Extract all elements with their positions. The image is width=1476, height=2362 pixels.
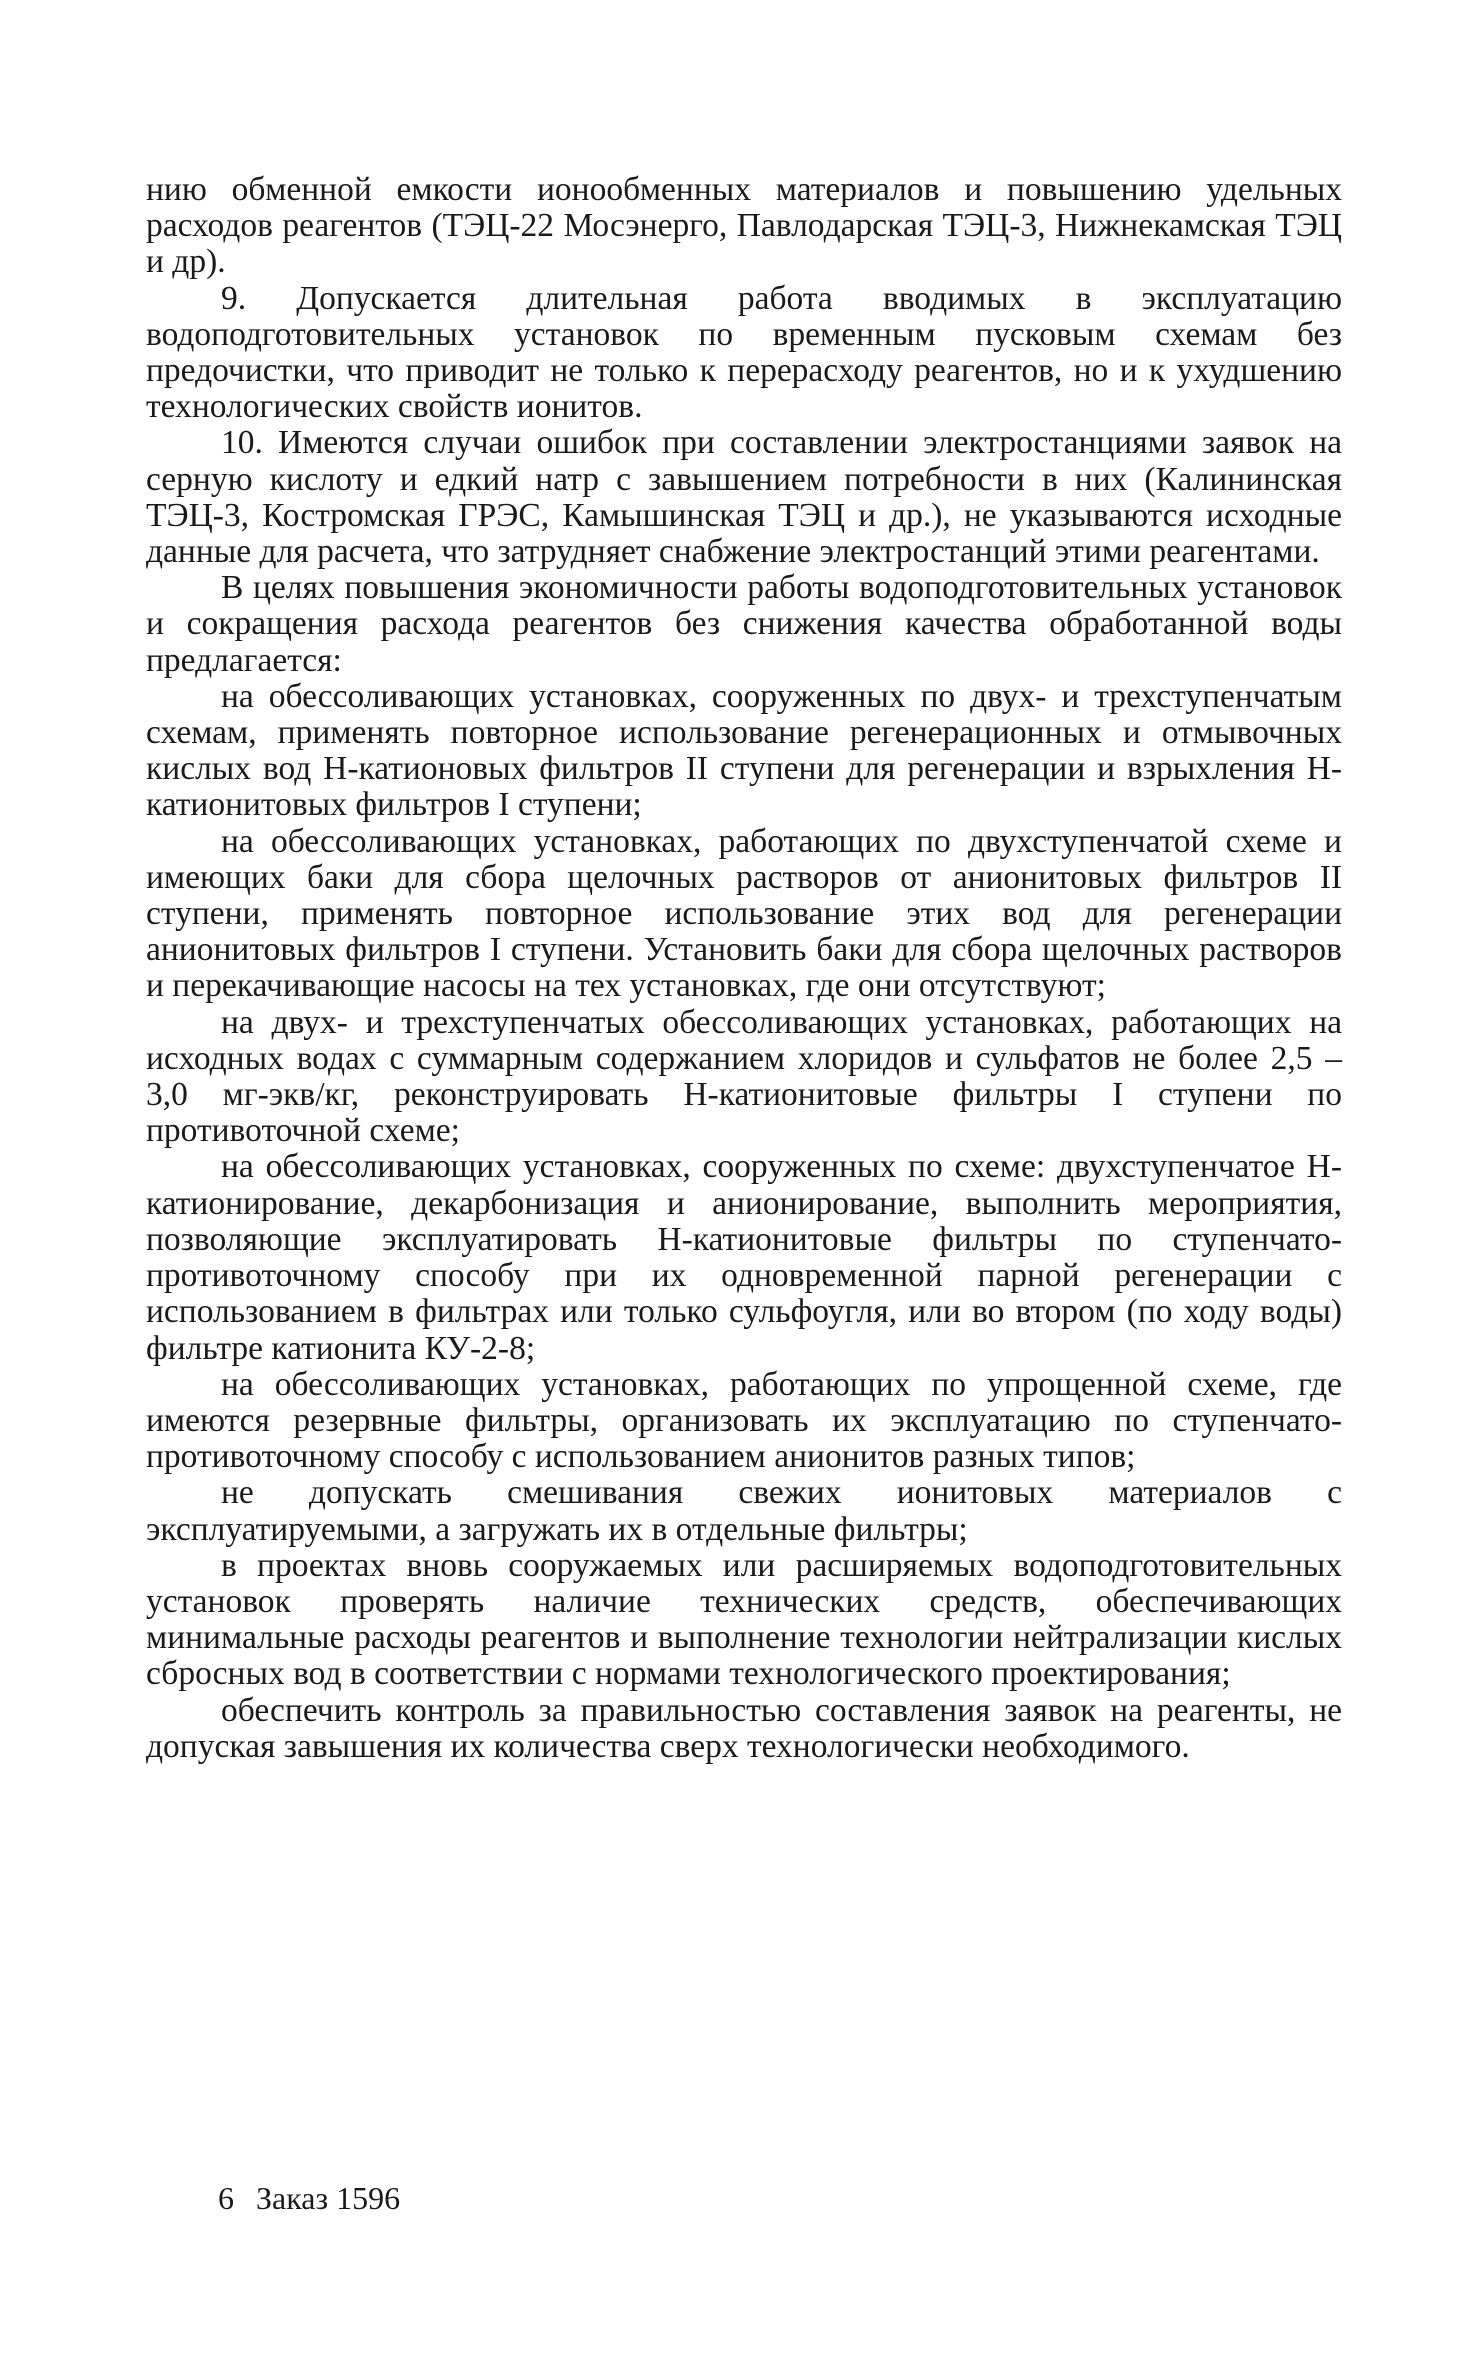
page-body bbox=[146, 172, 1342, 1765]
paragraph-proposal-intro: В целях повышения экономичности работы водоподготовительных установок и сокращения расхода реагентов без снижения качества обработанной воды предлагается: bbox=[146, 569, 1342, 679]
order-number: Заказ 1596 bbox=[256, 2180, 401, 2216]
page-footer bbox=[218, 2178, 400, 2218]
paragraph-proposal-3: на двух- и трехступенчатых обессоливающих установках, работающих на исходных водах с суммарным содержанием хлоридов и сульфатов не более 2,5 – 3,0 мг-экв/кг, реконструировать Н-катионитовые фильтры I ступени по противоточной схеме; bbox=[146, 1003, 1342, 1150]
paragraph-proposal-8: обеспечить контроль за правильностью составления заявок на реагенты, не допуская завышения их количества сверх технологически необходимого. bbox=[146, 1691, 1342, 1765]
paragraph-item-9: 9. Допускается длительная работа вводимых в эксплуатацию водоподготовительных установок по временным пусковым схемам без предочистки, что приводит не только к перерасходу реагентов, но и к ухудшению технологических свойств ионитов. bbox=[146, 279, 1342, 426]
paragraph-item-10: 10. Имеются случаи ошибок при составлении электростанциями заявок на серную кислоту и едкий натр с завышением потребности в них (Калининская ТЭЦ-3, Костромская ГРЭС, Камышинская ТЭЦ и др.), не указываются исходные данные для расчета, что затрудняет снабжение электростанций этими реагентами. bbox=[146, 424, 1342, 571]
paragraph-continuation: нию обменной емкости ионообменных материалов и повышению удельных расходов реагентов (ТЭЦ-22 Мосэнерго, Павлодарская ТЭЦ-3, Нижнекамская ТЭЦ и др). bbox=[146, 171, 1342, 281]
paragraph-proposal-4: на обессоливающих установках, сооруженных по схеме: двухступенчатое Н-катионирование, декарбонизация и анионирование, выполнить мероприятия, позволяющие эксплуатировать Н-катионитовые фильтры по ступенчато-противоточному способу при их одновременной парной регенерации с использованием в фильтрах или только сульфоугля, или во втором (по ходу воды) фильтре катионита КУ-2-8; bbox=[146, 1148, 1342, 1367]
paragraph-proposal-6: не допускать смешивания свежих ионитовых материалов с эксплуатируемыми, а загружать их в отдельные фильтры; bbox=[146, 1474, 1342, 1548]
signature-number: 6 bbox=[218, 2180, 234, 2216]
paragraph-proposal-7: в проектах вновь сооружаемых или расширяемых водоподготовительных установок проверять наличие технических средств, обеспечивающих минимальные расходы реагентов и выполнение технологии нейтрализации кислых сбросных вод в соответствии с нормами технологического проектирования; bbox=[146, 1546, 1342, 1693]
paragraph-proposal-1: на обессоливающих установках, сооруженных по двух- и трехступенчатым схемам, применять повторное использование регенерационных и отмывочных кислых вод Н-катионовых фильтров II ступени для регенерации и взрыхления Н-катионитовых фильтров I ступени; bbox=[146, 677, 1342, 824]
paragraph-proposal-5: на обессоливающих установках, работающих по упрощенной схеме, где имеются резервные фильтры, организовать их эксплуатацию по ступенчато-противоточному способу с использованием анионитов разных типов; bbox=[146, 1365, 1342, 1476]
paragraph-proposal-2: на обессоливающих установках, работающих по двухступенчатой схеме и имеющих баки для сбора щелочных растворов от анионитовых фильтров II ступени, применять повторное использование этих вод для регенерации анионитовых фильтров I ступени. Установить баки для сбора щелочных растворов и перекачивающие насосы на тех установках, где они отсутствуют; bbox=[146, 822, 1342, 1005]
